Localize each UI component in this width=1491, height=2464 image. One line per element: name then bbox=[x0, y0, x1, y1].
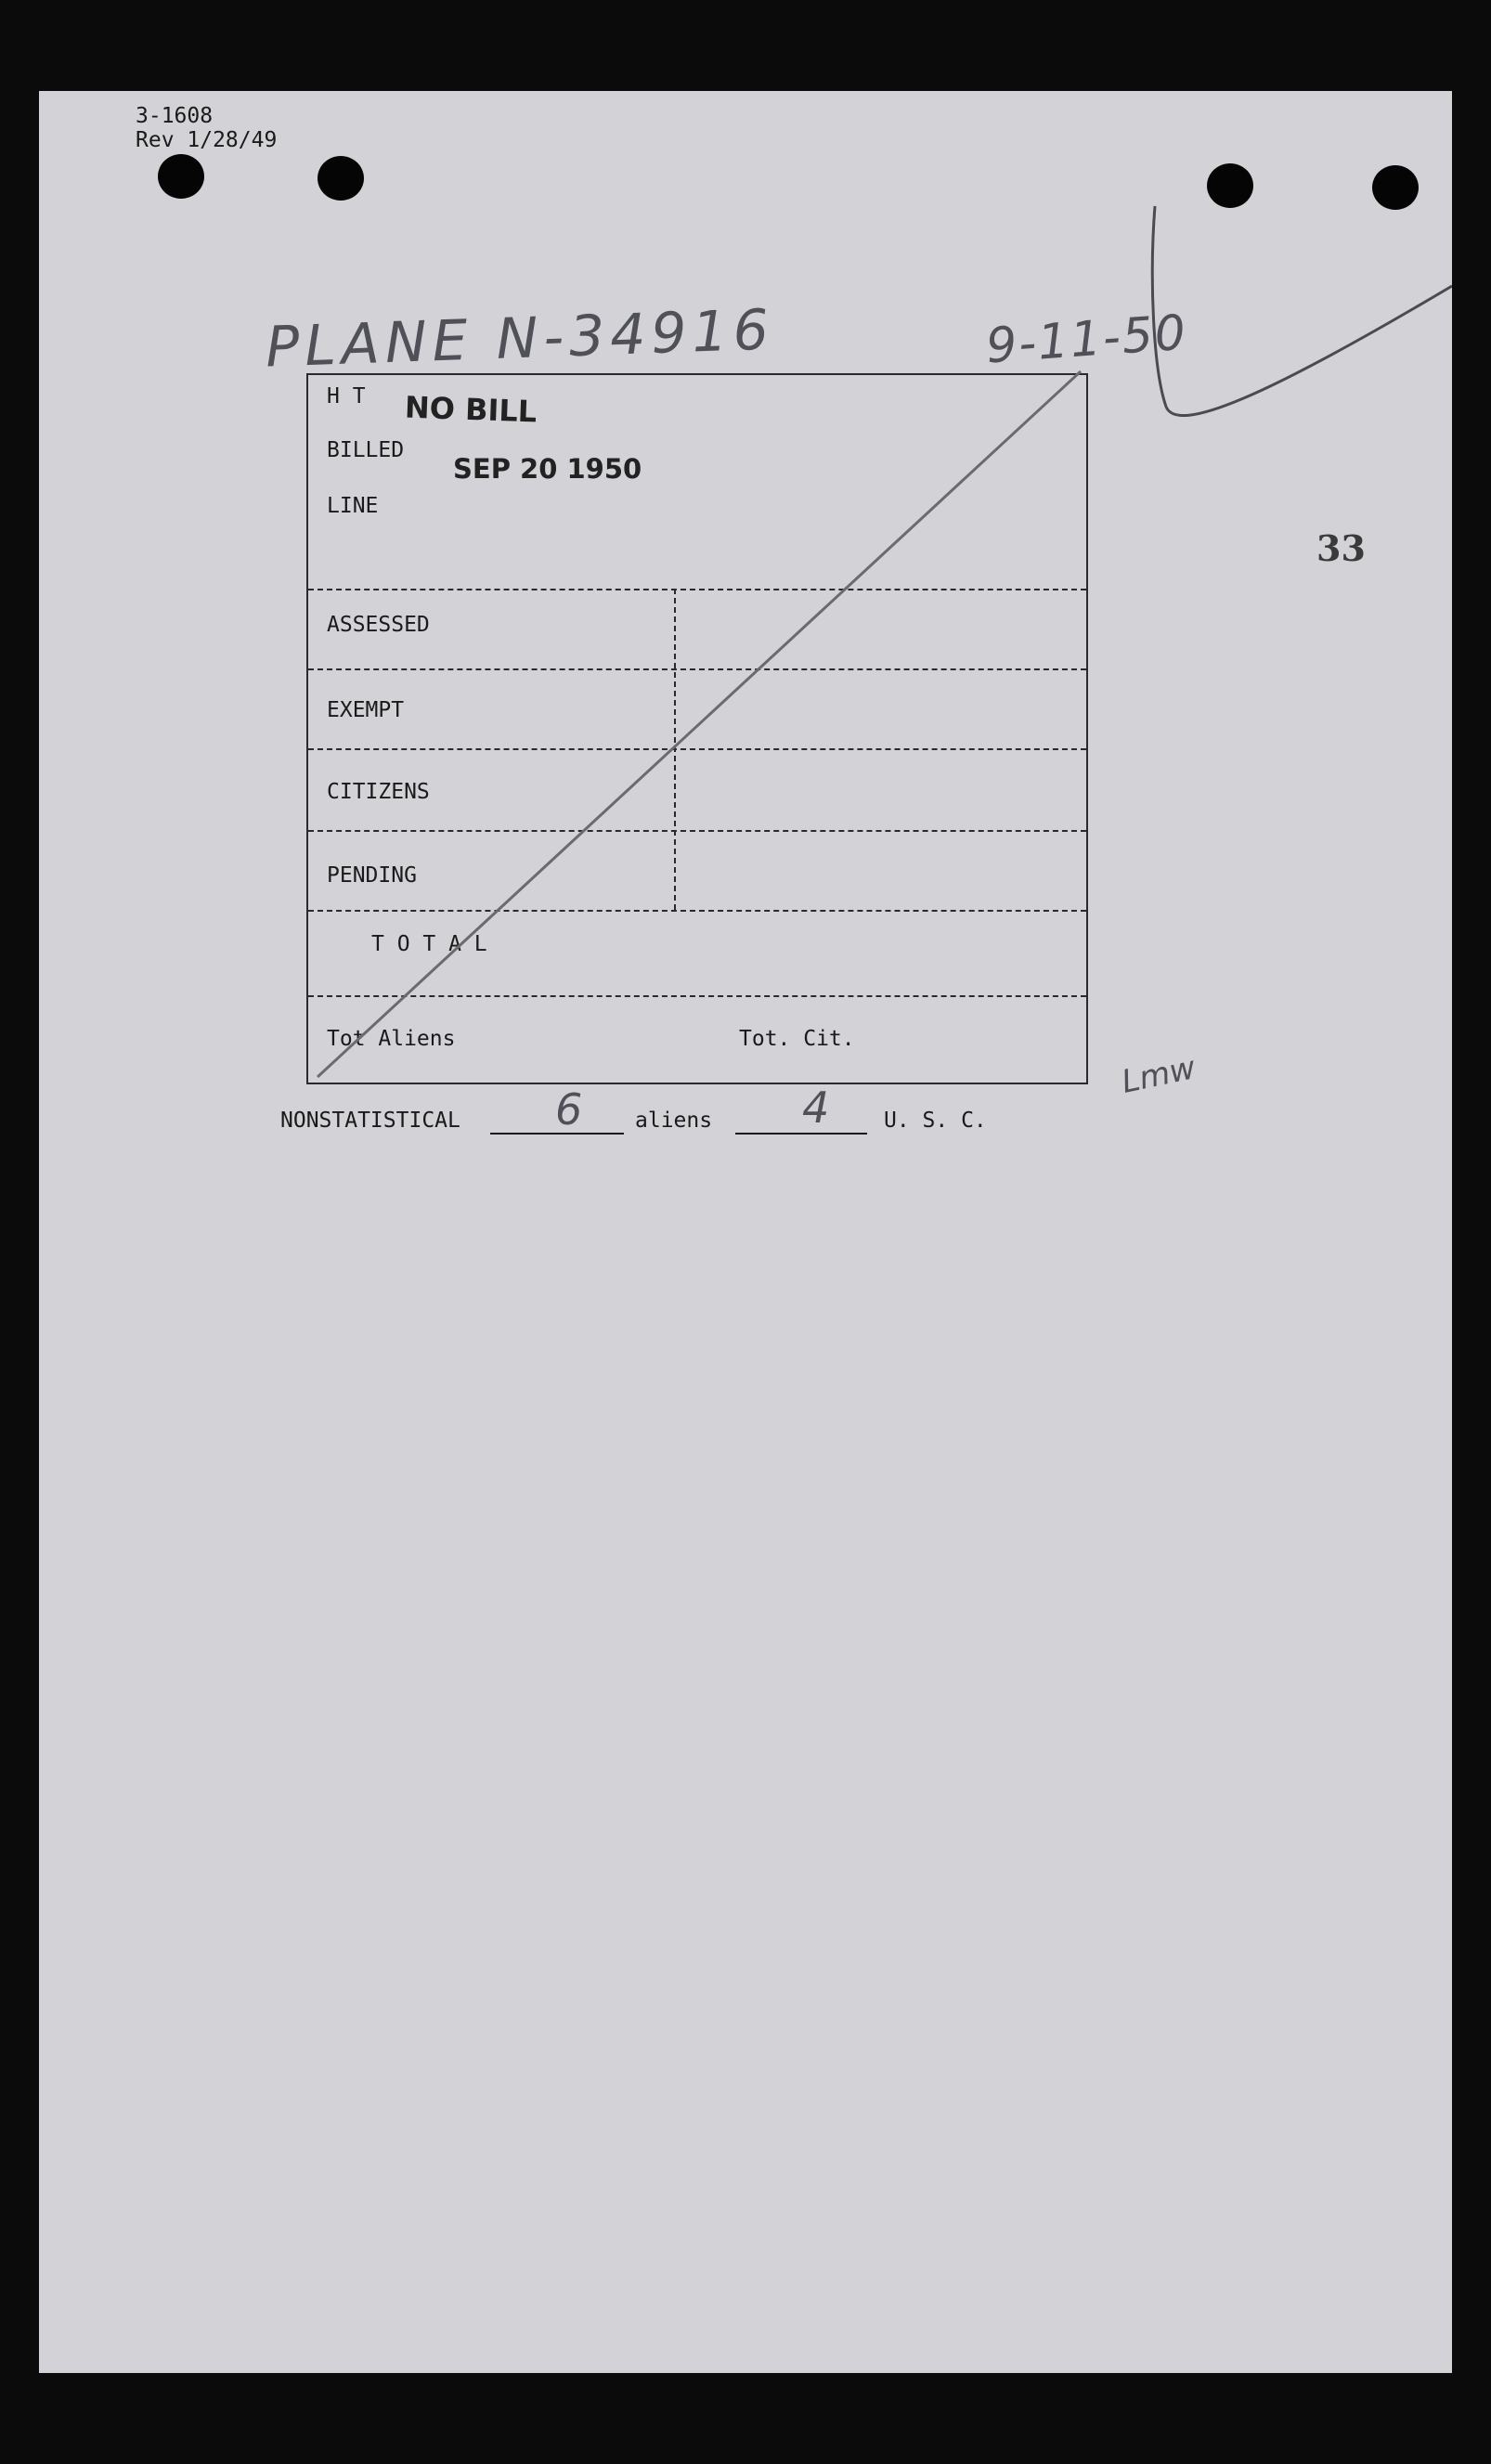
nonstatistical-label: NONSTATISTICAL bbox=[280, 1109, 460, 1133]
form-number-code: 3-1608 bbox=[136, 104, 214, 128]
usc-blank bbox=[735, 1133, 867, 1135]
aliens-label: aliens bbox=[635, 1109, 713, 1133]
handwritten-date: 9-11-50 bbox=[984, 305, 1189, 375]
exempt-label: EXEMPT bbox=[327, 698, 405, 722]
usc-label: U. S. C. bbox=[884, 1109, 987, 1133]
tot-cit-label: Tot. Cit. bbox=[739, 1027, 855, 1051]
pending-label: PENDING bbox=[327, 863, 417, 888]
tot-aliens-label: Tot Aliens bbox=[327, 1027, 456, 1051]
handwritten-initials: Lmw bbox=[1118, 1049, 1199, 1101]
no-bill-stamp: NO BILL bbox=[404, 389, 538, 430]
handwritten-plane-label: PLANE N-34916 bbox=[264, 297, 775, 381]
line-label: LINE bbox=[327, 494, 379, 518]
handwritten-citizens-count: 4 bbox=[802, 1083, 830, 1133]
document-page bbox=[39, 91, 1452, 2373]
assessed-label: ASSESSED bbox=[327, 613, 430, 637]
total-label: T O T A L bbox=[371, 932, 487, 956]
form-revision: Rev 1/28/49 bbox=[136, 128, 278, 152]
diagonal-cancel-line bbox=[318, 371, 1081, 1077]
pen-curve-mark bbox=[1152, 206, 1452, 416]
ht-label: H T bbox=[327, 384, 366, 409]
citizens-label: CITIZENS bbox=[327, 780, 430, 804]
handwritten-aliens-count: 6 bbox=[555, 1084, 583, 1135]
page-number: 33 bbox=[1316, 527, 1366, 569]
received-date-stamp: SEP 20 1950 bbox=[453, 453, 642, 485]
pen-strokes bbox=[39, 91, 1452, 2373]
billed-label: BILLED bbox=[327, 438, 405, 462]
